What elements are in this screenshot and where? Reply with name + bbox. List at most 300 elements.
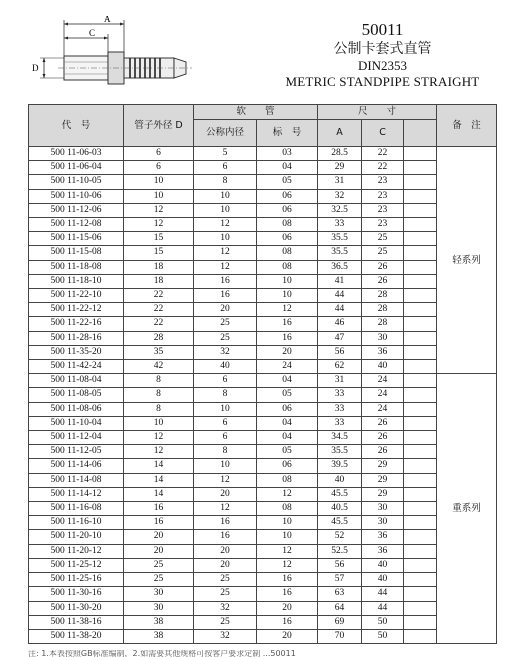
cell-code: 500 11-38-20	[29, 629, 124, 643]
table-cell: 26	[362, 416, 404, 430]
table-cell: 14	[124, 487, 194, 501]
table-cell-blank	[404, 274, 437, 288]
table-cell: 56	[318, 345, 362, 359]
table-row	[29, 587, 497, 601]
header-hose-mark: 标 号	[257, 120, 318, 147]
table-cell: 05	[257, 388, 318, 402]
table-cell: 12	[257, 303, 318, 317]
cell-code: 500 11-35-20	[29, 345, 124, 359]
table-cell: 8	[194, 445, 257, 459]
table-cell-blank	[404, 502, 437, 516]
table-cell-blank	[404, 601, 437, 615]
table-cell: 31	[318, 175, 362, 189]
dim-d-label: D	[32, 63, 39, 73]
table-cell: 18	[124, 260, 194, 274]
table-cell: 16	[194, 274, 257, 288]
table-row	[29, 161, 497, 175]
table-row	[29, 558, 497, 572]
table-cell: 6	[194, 374, 257, 388]
table-row	[29, 175, 497, 189]
table-cell: 25	[194, 331, 257, 345]
table-cell: 26	[362, 431, 404, 445]
table-cell-blank	[404, 189, 437, 203]
table-cell: 45.5	[318, 487, 362, 501]
table-cell-blank	[404, 445, 437, 459]
cell-code: 500 11-22-10	[29, 289, 124, 303]
cell-code: 500 11-10-04	[29, 416, 124, 430]
table-cell: 25	[194, 615, 257, 629]
table-cell: 29	[362, 459, 404, 473]
table-cell: 23	[362, 203, 404, 217]
table-cell: 32.5	[318, 203, 362, 217]
cell-code: 500 11-12-05	[29, 445, 124, 459]
table-cell: 20	[257, 601, 318, 615]
table-cell-blank	[404, 317, 437, 331]
table-cell: 30	[124, 587, 194, 601]
header-size: 尺 寸	[318, 105, 437, 120]
table-cell: 25	[362, 232, 404, 246]
table-cell: 20	[194, 544, 257, 558]
table-cell: 8	[124, 374, 194, 388]
table-cell: 32	[194, 629, 257, 643]
table-cell: 6	[194, 161, 257, 175]
table-cell-blank	[404, 232, 437, 246]
table-cell: 10	[194, 232, 257, 246]
table-cell: 44	[318, 289, 362, 303]
table-cell: 6	[124, 161, 194, 175]
table-cell: 40	[362, 360, 404, 374]
table-cell-blank	[404, 558, 437, 572]
cell-code: 500 11-25-16	[29, 573, 124, 587]
table-cell: 12	[257, 558, 318, 572]
table-cell: 10	[124, 416, 194, 430]
table-cell: 57	[318, 573, 362, 587]
table-row	[29, 189, 497, 203]
table-row	[29, 629, 497, 643]
table-row	[29, 473, 497, 487]
table-row	[29, 544, 497, 558]
table-cell: 10	[257, 289, 318, 303]
table-cell: 20	[257, 345, 318, 359]
table-cell: 30	[362, 331, 404, 345]
table-cell: 25	[194, 573, 257, 587]
cell-code: 500 11-42-24	[29, 360, 124, 374]
table-cell: 26	[362, 445, 404, 459]
table-row	[29, 331, 497, 345]
table-cell-blank	[404, 487, 437, 501]
table-cell-blank	[404, 544, 437, 558]
table-row	[29, 388, 497, 402]
cell-code: 500 11-18-10	[29, 274, 124, 288]
table-cell: 25	[124, 558, 194, 572]
table-cell: 8	[194, 388, 257, 402]
table-cell: 20	[194, 487, 257, 501]
table-row	[29, 502, 497, 516]
table-row	[29, 246, 497, 260]
table-cell: 39.5	[318, 459, 362, 473]
table-cell: 23	[362, 189, 404, 203]
table-cell: 20	[124, 530, 194, 544]
table-cell-blank	[404, 459, 437, 473]
cell-code: 500 11-12-04	[29, 431, 124, 445]
table-cell: 29	[362, 487, 404, 501]
table-cell: 28	[362, 317, 404, 331]
table-cell: 52.5	[318, 544, 362, 558]
table-cell: 28	[362, 303, 404, 317]
table-cell: 16	[257, 331, 318, 345]
table-cell: 38	[124, 629, 194, 643]
table-cell: 32	[194, 345, 257, 359]
table-cell: 20	[194, 558, 257, 572]
table-cell: 69	[318, 615, 362, 629]
cell-code: 500 11-08-06	[29, 402, 124, 416]
cell-code: 500 11-14-12	[29, 487, 124, 501]
cell-code: 500 11-25-12	[29, 558, 124, 572]
header	[0, 0, 521, 100]
table-cell: 16	[194, 289, 257, 303]
cell-code: 500 11-20-10	[29, 530, 124, 544]
table-cell: 12	[124, 431, 194, 445]
table-cell: 31	[318, 374, 362, 388]
cell-code: 500 11-22-16	[29, 317, 124, 331]
table-cell: 6	[194, 431, 257, 445]
cell-code: 500 11-12-06	[29, 203, 124, 217]
table-cell-blank	[404, 615, 437, 629]
table-cell: 24	[362, 388, 404, 402]
table-cell: 33	[318, 218, 362, 232]
table-cell: 06	[257, 402, 318, 416]
table-cell-blank	[404, 473, 437, 487]
table-cell: 29	[362, 473, 404, 487]
table-row	[29, 516, 497, 530]
table-cell: 40	[362, 573, 404, 587]
table-row	[29, 416, 497, 430]
dim-c-label: C	[89, 28, 96, 38]
table-cell: 10	[124, 189, 194, 203]
table-cell: 10	[194, 402, 257, 416]
table-cell: 22	[124, 317, 194, 331]
table-cell: 26	[362, 274, 404, 288]
table-cell: 18	[124, 274, 194, 288]
table-cell: 24	[362, 402, 404, 416]
cell-code: 500 11-28-16	[29, 331, 124, 345]
table-cell: 03	[257, 147, 318, 161]
table-cell: 14	[124, 459, 194, 473]
table-cell: 12	[194, 218, 257, 232]
table-cell: 12	[257, 544, 318, 558]
cell-code: 500 11-16-08	[29, 502, 124, 516]
table-cell: 26	[362, 260, 404, 274]
table-cell: 34.5	[318, 431, 362, 445]
header-hose-nominal: 公称内径	[194, 120, 257, 147]
table-cell-blank	[404, 629, 437, 643]
table-cell: 22	[124, 289, 194, 303]
table-cell-blank	[404, 260, 437, 274]
table-cell: 04	[257, 431, 318, 445]
table-cell: 20	[194, 303, 257, 317]
table-cell: 22	[362, 147, 404, 161]
table-cell: 16	[124, 516, 194, 530]
table-cell: 41	[318, 274, 362, 288]
table-cell: 16	[124, 502, 194, 516]
table-cell-blank	[404, 530, 437, 544]
table-cell-blank	[404, 431, 437, 445]
table-cell: 12	[124, 218, 194, 232]
table-cell: 25	[194, 587, 257, 601]
product-name-cn: 公制卡套式直管	[333, 41, 432, 57]
table-cell: 16	[257, 573, 318, 587]
table-cell-blank	[404, 203, 437, 217]
table-cell: 42	[124, 360, 194, 374]
table-cell: 06	[257, 232, 318, 246]
table-cell: 36	[362, 345, 404, 359]
table-cell: 16	[257, 615, 318, 629]
table-cell-blank	[404, 218, 437, 232]
table-cell: 08	[257, 473, 318, 487]
cell-code: 500 11-18-08	[29, 260, 124, 274]
table-cell: 16	[257, 317, 318, 331]
table-cell: 30	[362, 516, 404, 530]
table-cell-blank	[404, 587, 437, 601]
cell-code: 500 11-16-10	[29, 516, 124, 530]
table-cell: 06	[257, 203, 318, 217]
table-cell: 04	[257, 161, 318, 175]
table-cell: 23	[362, 218, 404, 232]
table-cell: 47	[318, 331, 362, 345]
table-cell: 10	[194, 189, 257, 203]
cell-code: 500 11-06-03	[29, 147, 124, 161]
table-cell: 06	[257, 459, 318, 473]
table-row	[29, 147, 497, 161]
cell-code: 500 11-15-08	[29, 246, 124, 260]
standard-code: DIN2353	[357, 58, 408, 73]
table-cell: 06	[257, 189, 318, 203]
cell-code: 500 11-12-08	[29, 218, 124, 232]
cell-code: 500 11-14-08	[29, 473, 124, 487]
spec-table	[28, 104, 497, 644]
header-code: 代 号	[29, 105, 124, 147]
table-cell: 12	[257, 487, 318, 501]
table-row	[29, 573, 497, 587]
cell-code: 500 11-30-20	[29, 601, 124, 615]
table-cell: 24	[257, 360, 318, 374]
table-row	[29, 487, 497, 501]
table-cell-blank	[404, 246, 437, 260]
cell-code: 500 11-10-05	[29, 175, 124, 189]
cell-code: 500 11-08-05	[29, 388, 124, 402]
table-cell: 64	[318, 601, 362, 615]
table-cell: 50	[362, 615, 404, 629]
table-cell: 35.5	[318, 232, 362, 246]
table-row	[29, 615, 497, 629]
table-row	[29, 601, 497, 615]
title-block	[270, 20, 495, 90]
table-cell: 25	[362, 246, 404, 260]
table-cell: 15	[124, 246, 194, 260]
table-cell: 6	[194, 416, 257, 430]
table-cell: 14	[124, 473, 194, 487]
table-cell-blank	[404, 289, 437, 303]
cell-code: 500 11-20-12	[29, 544, 124, 558]
table-row	[29, 274, 497, 288]
table-cell: 12	[194, 502, 257, 516]
table-row	[29, 374, 497, 388]
table-cell: 40	[194, 360, 257, 374]
table-cell: 16	[257, 587, 318, 601]
table-cell: 56	[318, 558, 362, 572]
table-row	[29, 203, 497, 217]
table-cell: 46	[318, 317, 362, 331]
table-row	[29, 232, 497, 246]
table-cell: 33	[318, 388, 362, 402]
table-cell: 12	[124, 203, 194, 217]
product-code: 50011	[361, 20, 404, 39]
table-cell-blank	[404, 161, 437, 175]
table-cell: 10	[257, 530, 318, 544]
table-cell: 04	[257, 416, 318, 430]
table-cell: 08	[257, 218, 318, 232]
table-cell: 44	[318, 303, 362, 317]
table-cell: 20	[124, 544, 194, 558]
table-cell: 08	[257, 502, 318, 516]
cell-code: 500 11-08-04	[29, 374, 124, 388]
heavy-series-remark: 重系列	[437, 374, 497, 644]
table-row	[29, 317, 497, 331]
table-cell: 8	[124, 402, 194, 416]
table-cell: 08	[257, 246, 318, 260]
table-cell: 12	[194, 246, 257, 260]
table-row	[29, 303, 497, 317]
table-cell-blank	[404, 331, 437, 345]
table-cell: 20	[257, 629, 318, 643]
table-cell: 50	[362, 629, 404, 643]
table-cell: 33	[318, 402, 362, 416]
table-cell: 35.5	[318, 246, 362, 260]
table-cell: 05	[257, 445, 318, 459]
table-cell-blank	[404, 303, 437, 317]
table-cell: 10	[194, 459, 257, 473]
table-cell: 23	[362, 175, 404, 189]
table-cell: 45.5	[318, 516, 362, 530]
table-cell: 40	[362, 558, 404, 572]
table-cell: 10	[257, 274, 318, 288]
cell-code: 500 11-30-16	[29, 587, 124, 601]
table-cell-blank	[404, 573, 437, 587]
header-remark: 备 注	[437, 105, 497, 147]
table-cell: 35	[124, 345, 194, 359]
spec-table-body	[29, 147, 497, 644]
table-cell: 38	[124, 615, 194, 629]
table-cell-blank	[404, 345, 437, 359]
table-cell-blank	[404, 402, 437, 416]
table-cell: 29	[318, 161, 362, 175]
table-cell: 63	[318, 587, 362, 601]
table-row	[29, 445, 497, 459]
table-cell: 36	[362, 544, 404, 558]
table-cell: 28	[362, 289, 404, 303]
table-cell: 5	[194, 147, 257, 161]
table-cell-blank	[404, 360, 437, 374]
table-cell: 28.5	[318, 147, 362, 161]
table-cell: 8	[124, 388, 194, 402]
product-name-en: METRIC STANDPIPE STRAIGHT	[285, 74, 480, 89]
table-cell: 10	[124, 175, 194, 189]
table-cell: 25	[194, 317, 257, 331]
footer-note: 注: 1.本表按照GB标准编制，2.如需要其他规格可按客户要求定制 ...50011	[28, 650, 296, 657]
table-row	[29, 289, 497, 303]
table-row	[29, 218, 497, 232]
table-cell: 22	[362, 161, 404, 175]
table-row	[29, 260, 497, 274]
table-cell-blank	[404, 147, 437, 161]
standpipe-diagram	[28, 16, 228, 94]
table-cell: 32	[194, 601, 257, 615]
table-cell: 15	[124, 232, 194, 246]
dim-a-label: A	[104, 16, 111, 24]
table-cell: 28	[124, 331, 194, 345]
table-cell: 36.5	[318, 260, 362, 274]
table-cell: 52	[318, 530, 362, 544]
table-cell: 05	[257, 175, 318, 189]
table-row	[29, 459, 497, 473]
table-cell: 25	[124, 573, 194, 587]
table-row	[29, 345, 497, 359]
table-cell: 10	[257, 516, 318, 530]
table-cell: 12	[124, 445, 194, 459]
header-c: C	[362, 120, 404, 147]
table-cell: 40	[318, 473, 362, 487]
table-cell: 32	[318, 189, 362, 203]
header-blank	[404, 120, 437, 147]
cell-code: 500 11-14-06	[29, 459, 124, 473]
table-cell: 24	[362, 374, 404, 388]
table-cell: 30	[362, 502, 404, 516]
table-cell: 10	[194, 203, 257, 217]
table-row	[29, 431, 497, 445]
table-cell-blank	[404, 416, 437, 430]
header-a: A	[318, 120, 362, 147]
cell-code: 500 11-06-04	[29, 161, 124, 175]
table-cell: 16	[194, 530, 257, 544]
table-cell: 35.5	[318, 445, 362, 459]
cell-code: 500 11-38-16	[29, 615, 124, 629]
table-cell-blank	[404, 388, 437, 402]
table-cell: 44	[362, 601, 404, 615]
table-cell: 22	[124, 303, 194, 317]
table-cell: 04	[257, 374, 318, 388]
cell-code: 500 11-22-12	[29, 303, 124, 317]
table-cell: 36	[362, 530, 404, 544]
table-row	[29, 530, 497, 544]
table-cell: 8	[194, 175, 257, 189]
table-cell: 62	[318, 360, 362, 374]
table-cell: 08	[257, 260, 318, 274]
light-series-remark: 轻系列	[437, 147, 497, 374]
table-cell: 12	[194, 260, 257, 274]
table-cell: 16	[194, 516, 257, 530]
table-row	[29, 402, 497, 416]
cell-code: 500 11-10-06	[29, 189, 124, 203]
table-cell-blank	[404, 516, 437, 530]
header-tube-od: 管子外径 D	[124, 105, 194, 147]
table-cell: 6	[124, 147, 194, 161]
table-cell: 40.5	[318, 502, 362, 516]
header-hose: 软 管	[194, 105, 318, 120]
table-cell-blank	[404, 374, 437, 388]
table-cell: 30	[124, 601, 194, 615]
table-cell-blank	[404, 175, 437, 189]
table-row	[29, 360, 497, 374]
